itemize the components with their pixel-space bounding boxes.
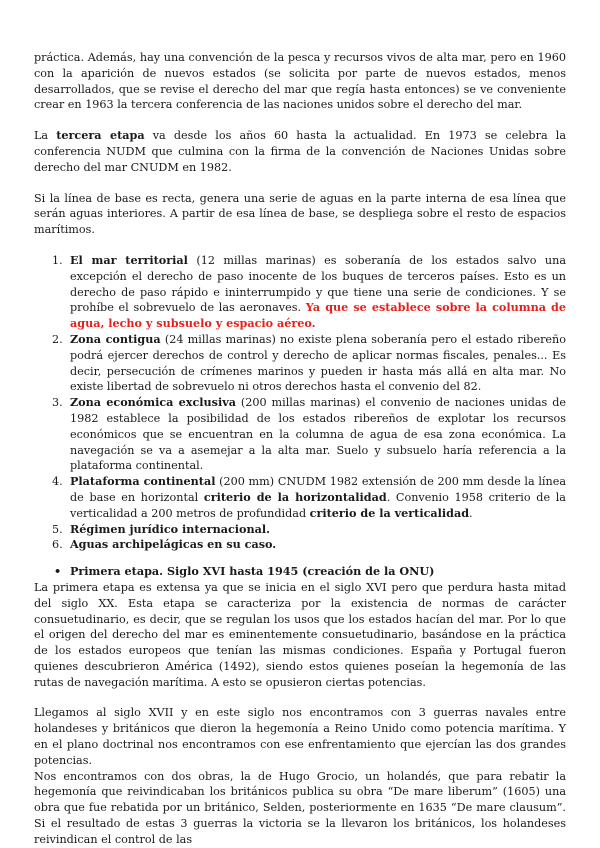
list-item: 5. Régimen jurídico internacional. <box>52 521 271 536</box>
bullet-icon: • <box>54 564 62 579</box>
third-stage-pre: La <box>34 129 57 143</box>
list-item: 3. Zona económica exclusiva (200 millas marinas) el convenio de naciones unidas de 1982 establece la posibilidad de los estados ribereños de explotar los recursos económicos que se encuentran en la columna de agua de esa zona económica. La navegación se va a asemejar a la alta mar. Suelo y subsuelo haría referencia a la plataforma continental. <box>52 395 566 473</box>
list-item-title: El mar territorial <box>70 252 188 267</box>
document-page <box>34 50 566 848</box>
first-stage-paragraph: La primera etapa es extensa ya que se inicia en el siglo XVI pero que perdura hasta mitad del siglo XX. Esta etapa se caracteriza por la existencia de normas de carácter consuetudinario, es decir, que se regulan los usos que los estados hacían del mar. Por lo que el origen del derecho del mar es eminentemente consuetudinario, basándose en la práctica de los estados europeos que tenían las mismas condiciones. España y Portugal fueron quienes descubrieron América (1492), siendo estos quienes poseían la hegemonía de las rutas de navegación marítima. A esto se opusieron ciertas potencias. <box>34 580 566 689</box>
two-works-paragraph: Nos encontramos con dos obras, la de Hugo Grocio, un holandés, que para rebatir la hegemonía que reivindicaban los británicos publica su obra “De mare liberum” (1605) una obra que fue rebatida por un británico, Selden, posteriormente en 1635 “De mare clausum”. Si el resultado de estas 3 guerras la victoria se la llevaron los británicos, los holandeses reivindican el control de las <box>34 769 566 846</box>
third-stage-text: va desde los años 60 hasta la actualidad. En 1973 se celebra la conferencia NUDM que culmina con la firma de la convención de Naciones Unidas sobre derecho del mar CNUDM en 1982. <box>34 129 566 174</box>
intro-paragraph: práctica. Además, hay una convención de la pesca y recursos vivos de alta mar, pero en 1960 con la aparición de nuevos estados (se solicita por parte de nuevos estados, menos desarrollados, que se revise el derecho del mar que regía hasta entonces) se ve conveniente crear en 1963 la tercera conferencia de las naciones unidos sobre el derecho del mar. <box>34 51 566 112</box>
list-item-title: Zona contigua <box>70 331 161 346</box>
highlighted-note: Ya que se establece sobre la columna de agua, lecho y subsuelo y espacio aéreo. <box>70 300 566 331</box>
list-item: 4. Plataforma continental (200 mm) CNUDM 1982 extensión de 200 mm desde la línea de base en horizontal criterio de la horizontalidad. Convenio 1958 criterio de la verticalidad a 200 metros de profundidad criterio de la verticalidad. <box>52 474 566 520</box>
list-item: 6. Aguas archipelágicas en su caso. <box>52 537 277 552</box>
seventeenth-century-paragraph: Llegamos al siglo XVII y en este siglo nos encontramos con 3 guerras navales entre holandeses y británicos que dieron la hegemonía a Reino Unido como potencia marítima. Y en el plano doctrinal nos encontramos con ese enfrentamiento que ejercían las dos grandes potencias. <box>34 706 566 767</box>
third-stage-paragraph <box>34 128 566 175</box>
baseline-paragraph: Si la línea de base es recta, genera una serie de aguas en la parte interna de esa línea que serán aguas interiores. A partir de esa línea de base, se despliega sobre el resto de espacios marítimos. <box>34 191 566 237</box>
list-item: 1. El mar territorial (12 millas marinas) es soberanía de los estados salvo una excepción el derecho de paso inocente de los buques de terceros países. Esto es un derecho de paso rápido e ininterrumpido y que tiene una serie de condiciones. Y se prohíbe el sobrevuelo de las aeronaves. Ya que se establece sobre la columna de agua, lecho y subsuelo y espacio aéreo. <box>52 252 566 331</box>
list-item-title: Zona económica exclusiva <box>70 395 236 410</box>
maritime-zones-list <box>34 253 566 553</box>
list-item-title: Régimen jurídico internacional <box>70 521 267 536</box>
list-item-title: Aguas archipelágicas en su caso <box>70 537 273 552</box>
list-item-title: Plataforma continental <box>70 474 216 489</box>
third-stage-title: tercera etapa <box>56 128 145 143</box>
list-item: 2. Zona contigua (24 millas marinas) no existe plena soberanía pero el estado ribereño podrá ejercer derechos de control y derecho de aplicar normas fiscales, penales... Es decir, persecución de crímenes marinos y pueden ir hasta más allá en alta mar. No existe libertad de sobrevuelo ni otros derechos hasta el convenio del 82. <box>52 331 566 394</box>
first-stage-heading: • Primera etapa. Siglo XVI hasta 1945 (creación de la ONU) <box>54 564 435 579</box>
